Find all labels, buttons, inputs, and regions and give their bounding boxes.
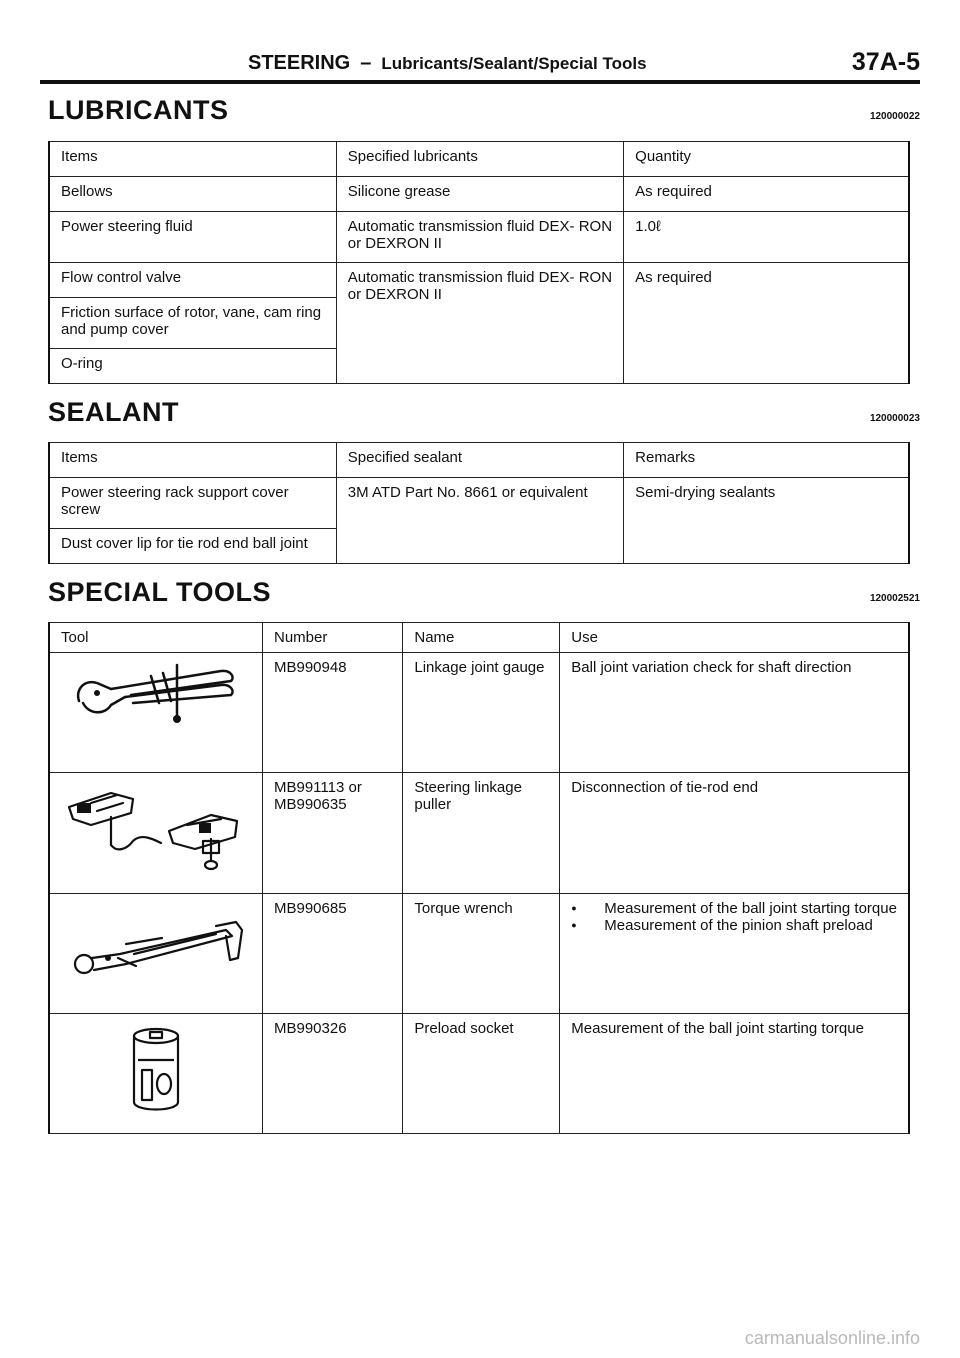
column-header: Use [560, 623, 909, 653]
torque-wrench-icon [66, 900, 246, 990]
item-cell: Power steering rack support cover screw [49, 478, 336, 529]
table-row [49, 212, 909, 263]
watermark: carmanualsonline.info [744, 1328, 920, 1348]
sealant-cell: 3M ATD Part No. 8661 or equivalent [336, 478, 623, 564]
page-number: 37A-5 [851, 48, 920, 76]
header-title [248, 52, 647, 75]
column-header: Tool [49, 623, 263, 653]
title-dash: – [360, 52, 372, 74]
tool-name-cell: Linkage joint gauge [403, 653, 560, 773]
table-header-row [49, 623, 909, 653]
remarks-cell: Semi-drying sealants [624, 478, 909, 564]
column-header: Specified lubricants [336, 142, 623, 177]
special-tools-heading: SPECIAL TOOLS [48, 577, 272, 607]
quantity-cell: As required [624, 263, 909, 384]
steering-linkage-puller-icon [61, 779, 251, 874]
tool-use-list [571, 900, 897, 934]
table-row [49, 478, 909, 529]
tool-image-cell [49, 1014, 263, 1134]
column-header: Specified sealant [336, 443, 623, 478]
item-cell: O-ring [49, 349, 336, 384]
list-item: ● Measurement of the ball joint starting torque [571, 900, 897, 917]
lubricants-heading: LUBRICANTS [48, 95, 229, 125]
quantity-cell: 1.0ℓ [624, 212, 909, 263]
sealant-heading: SEALANT [48, 397, 179, 427]
table-row [49, 773, 909, 894]
lubricants-code: 120000022 [869, 111, 920, 122]
tool-image-cell [49, 653, 263, 773]
item-cell: Friction surface of rotor, vane, cam ring and pump cover [49, 298, 336, 349]
tool-number-cell: MB990948 [263, 653, 403, 773]
item-cell: Bellows [49, 177, 336, 212]
table-row [49, 653, 909, 773]
tool-use-cell: Ball joint variation check for shaft direction [560, 653, 909, 773]
lubricant-cell: Automatic transmission fluid DEX- RON or DEXRON II [336, 263, 623, 384]
lubricants-table [48, 141, 910, 384]
linkage-joint-gauge-icon [71, 659, 241, 729]
lubricant-cell: Silicone grease [336, 177, 623, 212]
chapter-title: STEERING [248, 52, 351, 74]
item-cell: Flow control valve [49, 263, 336, 298]
page-header [40, 48, 920, 84]
table-row [49, 1014, 909, 1134]
chapter-subtitle: Lubricants/Sealant/Special Tools [381, 54, 647, 73]
table-row [49, 263, 909, 298]
column-header: Remarks [624, 443, 909, 478]
quantity-cell: As required [624, 177, 909, 212]
column-header: Items [49, 142, 336, 177]
lubricant-cell: Automatic transmission fluid DEX- RON or DEXRON II [336, 212, 623, 263]
table-row [49, 894, 909, 1014]
tool-name-cell: Torque wrench [403, 894, 560, 1014]
tool-use-cell: Measurement of the ball joint starting torque [560, 1014, 909, 1134]
sealant-table [48, 442, 910, 564]
tool-image-cell [49, 894, 263, 1014]
tool-use-cell [560, 894, 909, 1014]
table-header-row [49, 142, 909, 177]
column-header: Items [49, 443, 336, 478]
list-item: ● Measurement of the pinion shaft preload [571, 917, 897, 934]
column-header: Number [263, 623, 403, 653]
sealant-code: 120000023 [869, 413, 920, 424]
special-tools-table [48, 622, 910, 1134]
column-header: Quantity [624, 142, 909, 177]
item-cell: Power steering fluid [49, 212, 336, 263]
table-row [49, 177, 909, 212]
tool-number-cell: MB991113 or MB990635 [263, 773, 403, 894]
special-tools-code: 120002521 [869, 593, 920, 604]
tool-use-cell: Disconnection of tie-rod end [560, 773, 909, 894]
tool-image-cell [49, 773, 263, 894]
preload-socket-icon [126, 1020, 186, 1120]
item-cell: Dust cover lip for tie rod end ball joint [49, 529, 336, 564]
tool-name-cell: Steering linkage puller [403, 773, 560, 894]
table-header-row [49, 443, 909, 478]
tool-number-cell: MB990685 [263, 894, 403, 1014]
tool-number-cell: MB990326 [263, 1014, 403, 1134]
column-header: Name [403, 623, 560, 653]
tool-name-cell: Preload socket [403, 1014, 560, 1134]
